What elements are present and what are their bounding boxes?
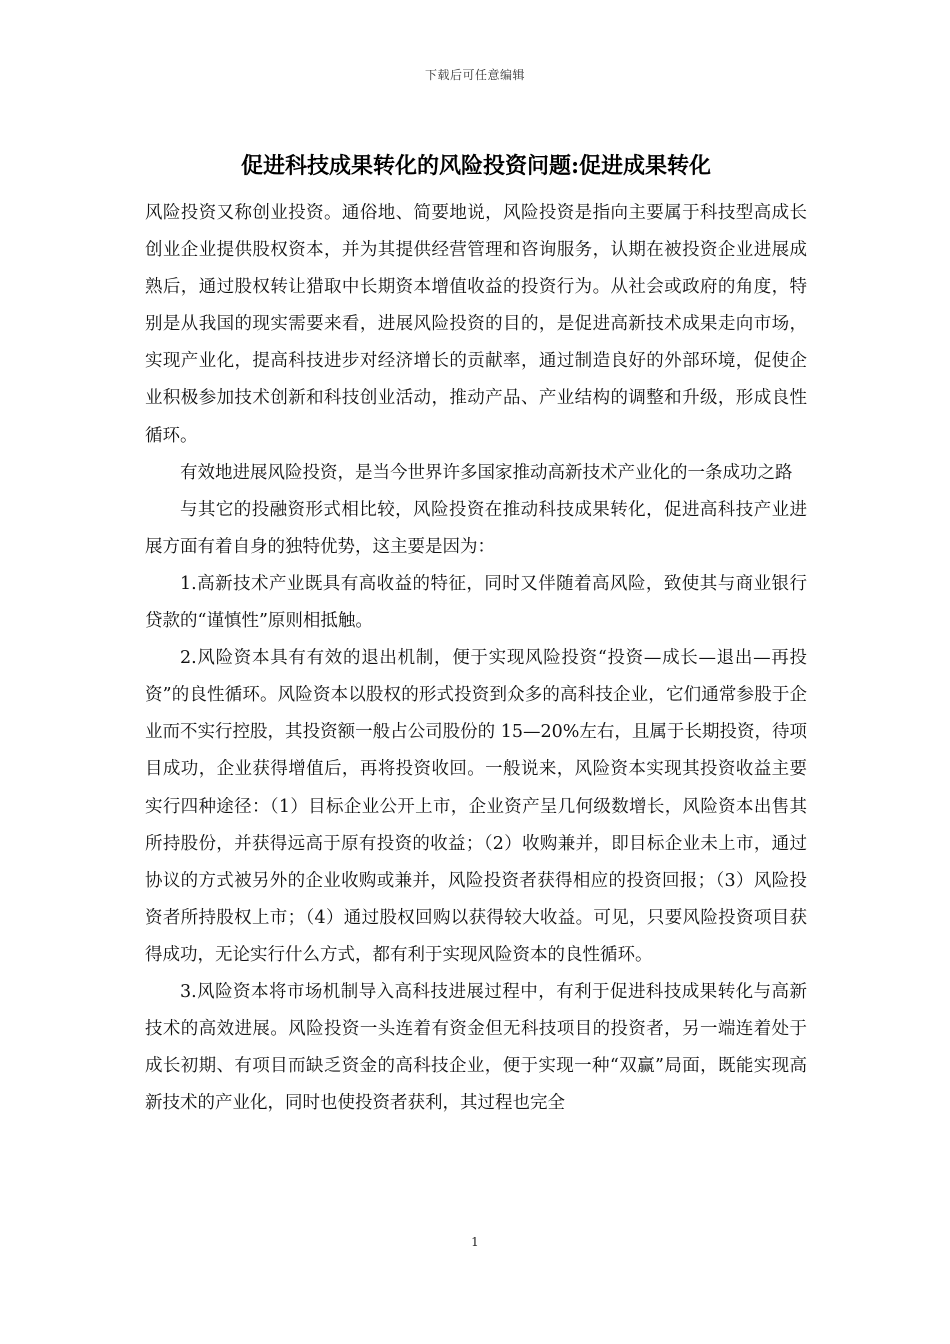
page-header: 下载后可任意编辑 <box>424 68 525 82</box>
paragraph-success-path: 有效地进展风险投资，是当今世界许多国家推动高新技术产业化的一条成功之路 <box>180 462 793 483</box>
page-number: 1 <box>471 1235 479 1249</box>
paragraph-point-1: 1.高新技术产业既具有高收益的特征，同时又伴随着高风险，致使其与商业银行贷款的“谨慎性”原则相抵触。 <box>145 573 807 632</box>
paragraph-intro: 风险投资又称创业投资。通俗地、简要地说，风险投资是指向主要属于科技型高成长创业企业提供股权资本，并为其提供经营管理和咨询服务，认期在被投资企业进展成熟后，通过股权转让猎取中长期资本增值收益的投资行为。从社会或政府的角度，特别是从我国的现实需要来看，进展风险投资的目的，是促进高新技术成果走向市场，实现产业化，提高科技进步对经济增长的贡献率，通过制造良好的外部环境，促使企业积极参加技术创新和科技创业活动，推动产品、产业结构的调整和升级，形成良性循环。 <box>145 203 807 446</box>
paragraph-point-3: 3.风险资本将市场机制导入高科技进展过程中，有利于促进科技成果转化与高新技术的高效进展。风险投资一头连着有资金但无科技项目的投资者，另一端连着处于成长初期、有项目而缺乏资金的高科技企业，便于实现一种“双赢”局面，既能实现高新技术的产业化，同时也使投资者获利，其过程也完全 <box>145 981 807 1114</box>
document-body <box>145 195 807 1122</box>
document-title: 促进科技成果转化的风险投资问题:促进成果转化 <box>240 153 712 179</box>
paragraph-point-2: 2.风险资本具有有效的退出机制，便于实现风险投资“投资—成长—退出—再投资”的良性循环。风险资本以股权的形式投资到众多的高科技企业，它们通常参股于企业而不实行控股，其投资额一般占公司股份的 15—20%左右，且属于长期投资，待项目成功，企业获得增值后，再将投资收回。一般说来，风险资本实现其投资收益主要实行四种途径：（1）目标企业公开上市，企业资产呈几何级数增长，风险资本出售其所持股份，并获得远高于原有投资的收益；（2）收购兼并，即目标企业未上市，通过协议的方式被另外的企业收购或兼并，风险投资者获得相应的投资回报；（3）风险投资者所持股权上市；（4）通过股权回购以获得较大收益。可见，只要风险投资项目获得成功，无论实行什么方式，都有利于实现风险资本的良性循环。 <box>145 648 807 965</box>
paragraph-advantages: 与其它的投融资形式相比较，风险投资在推动科技成果转化，促进高科技产业进展方面有着自身的独特优势，这主要是因为： <box>145 499 807 557</box>
